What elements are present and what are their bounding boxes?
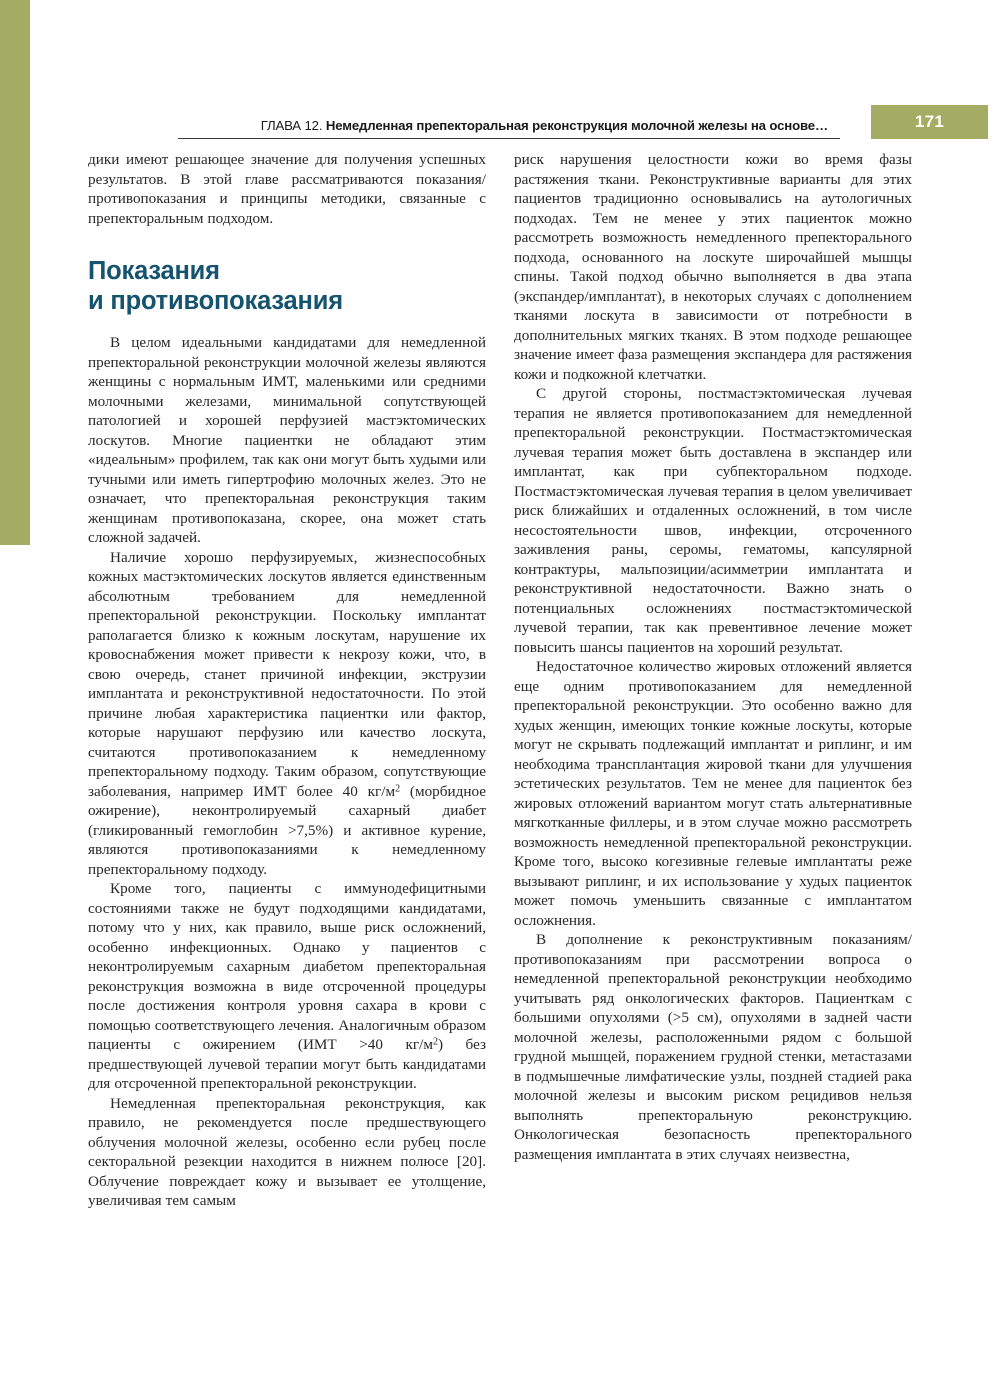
right-paragraph-1: риск нарушения целостности кожи во время фазы растяжения ткани. Реконструктивные варианты для этих пациентов традиционно основывались на аутологичных подходах. Тем не менее у этих пациенток можно рассмотреть возможность немедленного препекторального подхода, основанного на лоскуте широчайшей мышцы спины. Такой подход обычно выполняется в два этапа (экспандер/имплантат), в некоторых случаях с дополнением тканями лоскута в зависимости от потребности в дополнительных мягких тканях. В этом подходе решающее значение имеет фаза размещения экспандера для растяжения кожи и подкожной клетчатки. xyxy=(514,151,912,383)
left-column xyxy=(88,150,486,1310)
left-paragraph-3: Кроме того, пациенты с иммунодефицитными состояниями также не будут подходящими кандидатами, потому что у них, как правило, выше риск осложнений, особенно инфекционных. Однако у пациентов с неконтролируемым сахарным диабетом препекторальная реконструкция возможна в виде отсроченной процедуры после достижения контроля уровня сахара в крови с помощью соответствующего лечения. Аналогичным образом пациенты с ожирением (ИМТ >40 $кг/м^2$) без предшествующей лучевой терапии могут быть кандидатами для отсроченной препекторальной реконструкции. xyxy=(88,880,486,1092)
body-columns xyxy=(88,150,913,1310)
unit-exponent: 2 xyxy=(432,1036,438,1048)
right-paragraph-3: Недостаточное количество жировых отложений является еще одним противопоказанием для немедленной препекторальной реконструкции. Это особенно важно для худых женщин, имеющих тонкие кожные лоскуты, которые могут не скрывать подлежащий имплантат и риплинг, и им необходима трансплантация жировой ткани для улучшения эстетических результатов. Тем не менее для пациенток без жировых отложений вариантом могут стать альтернативные мягкотканные филлеры, и в этом случае можно рассмотреть возможность немедленной препекторальной реконструкции. Кроме того, высоко когезивные гелевые имплантаты реже вызывают риплинг, и их использование у худых пациенток может помочь уменьшить связанные с имплантатом осложнения. xyxy=(514,658,912,929)
page-number: 171 xyxy=(914,112,945,131)
left-continued-paragraph: дики имеют решающее значение для получения успешных результатов. В этой главе рассматриваются показания/противопоказания и принципы методики, связанные с препекторальным подходом. xyxy=(88,151,486,227)
running-head xyxy=(30,105,1000,139)
section-title xyxy=(88,256,486,316)
left-paragraph-2: Наличие хорошо перфузируемых, жизнеспособных кожных мастэктомических лоскутов является единственным абсолютным требованием для немедленной препекторальной реконструкции. Поскольку имплантат раполагается близко к кожным лоскутам, нарушение их кровоснабжения может привести к некрозу кожи, что, в свою очередь, станет причиной инфекции, экструзии имплантата и реконструктивной недостаточности. По этой причине любая характеристика пациентки или фактор, которые нарушают перфузию или качество лоскута, считаются противопоказанием к немедленному препекторальному подходу. Таким образом, сопутствующие заболевания, например ИМТ более 40 $кг/м^2$ (морбидное ожирение), неконтролируемый сахарный диабет (гликированный гемоглобин >7,5%) и активное курение, являются противопоказаниями к немедленному препекторальному подходу. xyxy=(88,548,487,878)
running-head-chapter-label: ГЛАВА 12. xyxy=(260,118,323,133)
left-paragraph-1: В целом идеальными кандидатами для немедленной препекторальной реконструкции молочной железы являются женщины с нормальным ИМТ, маленькими или средними молочными железами, минимальной сопутствующей патологией и хорошей перфузией мастэктомических лоскутов. Многие пациентки не обладают этим «идеальным» профилем, так как они могут быть худыми или тучными или иметь гипертрофию молочных желез. Это не означает, что препекторальная реконструкция таким женщинам противопоказана, скорее, она может стать сложной задачей. xyxy=(88,334,486,546)
unit-exponent: 2 xyxy=(395,782,401,794)
right-column xyxy=(514,150,912,1310)
left-paragraph-4: Немедленная препекторальная реконструкция, как правило, не рекомендуется после предшествующего облучения молочной железы, особенно если рубец после секторальной резекции находится в нижнем полюсе [20]. Облучение повреждает кожу и вызывает ее утолщение, увеличивая тем самым xyxy=(88,1094,486,1209)
running-head-text xyxy=(178,118,828,133)
section-title-line-2: и противопоказания xyxy=(88,287,343,315)
right-paragraph-2: С другой стороны, постмастэктомическая лучевая терапия не является противопоказанием для немедленной препекторальной реконструкции. Постмастэктомическая лучевая терапия может быть доставлена в экспандер или имплантат, как при субпекторальном подходе. Постмастэктомическая лучевая терапия в целом увеличивает риск ближайших и отдаленных осложнений, в том числе несостоятельности швов, инфекции, отсроченного заживления раны, серомы, гематомы, капсулярной контрактуры, мальпозиции/асимметрии имплантата и реконструктивной недостаточности. Важно знать о потенциальных осложнениях постмастэктомической лучевой терапии, так как превентивное лечение может повысить шансы пациентов на хороший результат. xyxy=(514,385,912,656)
folio-box xyxy=(871,105,988,139)
running-head-rule xyxy=(178,138,840,139)
right-paragraph-4: В дополнение к реконструктивным показаниям/противопоказаниям при рассмотрении вопроса о немедленной препекторальной реконструкции необходимо учитывать ряд онкологических факторов. Пациенткам с большими опухолями (>5 см), опухолями в задней части молочной железы, расположенными рядом с большой грудной мышцей, поражением грудной стенки, метастазами в подмышечные лимфатические узлы, поздней стадией рака молочной железы и высоким риском рецидивов нельзя выполнять препекторальную реконструкцию. Онкологическая безопасность препекторального размещения имплантата в этих случаях неизвестна, xyxy=(514,931,912,1163)
decorative-right-edge-gap xyxy=(988,0,1000,105)
spacer-above-section-title xyxy=(88,228,486,256)
running-head-title: Немедленная препекторальная реконструкция молочной железы на основе… xyxy=(322,118,828,133)
decorative-left-edge-bar-lower xyxy=(0,545,30,1395)
decorative-left-edge-bar xyxy=(0,0,30,545)
spacer-below-section-title xyxy=(88,316,486,333)
section-title-line-1: Показания xyxy=(88,257,220,285)
